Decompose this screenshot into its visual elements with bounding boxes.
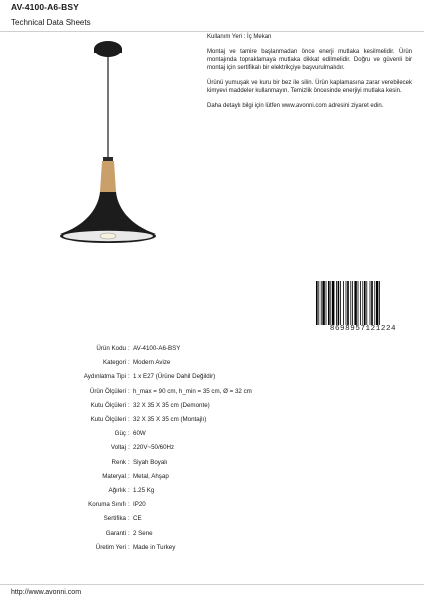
spec-value: Modern Avize: [133, 359, 171, 367]
pendant-lamp-image: [52, 40, 164, 250]
barcode-bar: [358, 281, 359, 325]
barcode-bar: [371, 281, 373, 325]
spec-row: [0, 344, 424, 354]
spec-label: Renk: [111, 458, 126, 466]
spec-row: [0, 500, 424, 510]
spec-value: IP20: [133, 501, 146, 509]
barcode-bar: [350, 281, 351, 325]
spec-value: 2 Sene: [133, 529, 153, 537]
barcode-bar: [352, 281, 353, 325]
spec-label: Ürün Kodu: [96, 345, 126, 352]
spec-label: Ağırlık: [108, 487, 126, 494]
spec-value: 32 X 35 X 35 cm (Demonte): [133, 401, 210, 409]
spec-separator: :: [128, 487, 130, 494]
spec-row: [0, 529, 424, 539]
barcode-bar: [362, 281, 363, 325]
spec-value: AV-4100-A6-BSY: [133, 345, 181, 352]
spec-row: [0, 472, 424, 482]
barcode-bar: [370, 281, 371, 325]
spec-label: Kutu Ölçüleri: [90, 401, 126, 409]
barcode-bar: [364, 281, 366, 325]
spec-separator: :: [128, 529, 130, 537]
spec-label: Aydınlatma Tipi: [83, 373, 126, 381]
header-divider: [0, 31, 424, 32]
spec-value: 1.25 Kg: [133, 487, 155, 494]
spec-label: Üretim Yeri: [95, 543, 126, 551]
usage-info-block: [207, 33, 412, 110]
website-reference: Daha detaylı bilgi için lütfen www.avonni.com adresini ziyaret edin.: [207, 103, 384, 109]
barcode-bar: [328, 281, 330, 325]
spec-row: [0, 429, 424, 439]
footer-divider: [0, 584, 424, 585]
barcode-bar: [318, 281, 319, 325]
spec-value: Made in Turkey: [133, 543, 176, 551]
spec-value: 220V~50/60Hz: [133, 444, 175, 452]
barcode-bar: [376, 281, 378, 325]
spec-separator: :: [128, 458, 130, 466]
spec-row: [0, 514, 424, 524]
spec-separator: :: [128, 359, 130, 367]
spec-label: Ürün Ölçüleri: [89, 387, 126, 395]
barcode-bar: [366, 281, 367, 325]
spec-row: [0, 387, 424, 397]
barcode-bar: [332, 281, 334, 325]
spec-row: [0, 543, 424, 553]
spec-separator: :: [128, 345, 130, 352]
barcode-bar: [360, 281, 361, 325]
spec-label: Kategori: [102, 359, 126, 367]
spec-value: 60W: [133, 430, 146, 438]
spec-value: 1 x E27 (Ürüne Dahil Değildir): [133, 373, 216, 381]
spec-row: [0, 486, 424, 496]
spec-row: [0, 372, 424, 382]
barcode-bar: [321, 281, 322, 325]
spec-row: [0, 458, 424, 468]
spec-row: [0, 401, 424, 411]
barcode-bar: [336, 281, 337, 325]
usage-location: Kullanım Yeri : İç Mekan: [207, 34, 272, 40]
product-code-title: AV-4100-A6-BSY: [11, 2, 79, 12]
spec-label: Sertifika: [103, 515, 126, 523]
spec-value: h_max = 90 cm, h_min = 35 cm, Ø = 32 cm: [133, 387, 252, 395]
spec-row: [0, 415, 424, 425]
spec-label: Kutu Ölçüleri: [90, 416, 126, 423]
document-subtitle: Technical Data Sheets: [11, 18, 91, 27]
installation-warning: Montaj ve tamire başlanmadan önce enerji mutlaka kesilmelidir. Ürün montajında topraklamaya mutlaka dikkat edilmelidir. Doğru ve güvenli bir montaj için sertifikalı bir elektrikçiye başvurulmalıdır.: [207, 49, 412, 71]
barcode-bar: [374, 281, 375, 325]
spec-separator: :: [128, 444, 130, 452]
barcode-bar: [379, 281, 380, 325]
barcode-bar: [347, 281, 349, 325]
cleaning-instructions: Ürünü yumuşak ve kuru bir bez ile silin. Ürün kaplamasına zarar verebilecek kimyevi maddeler kullanmayın. Temizlik öncesinde enerjiyi mutlaka kesin.: [207, 80, 412, 94]
spec-separator: :: [128, 401, 130, 409]
spec-separator: :: [128, 387, 130, 395]
spec-separator: :: [128, 472, 130, 480]
spec-separator: :: [128, 373, 130, 381]
spec-separator: :: [128, 430, 130, 438]
barcode-bar: [343, 281, 344, 325]
barcode-bar: [330, 281, 331, 325]
spec-value: Metal, Ahşap: [133, 472, 169, 480]
barcode-bar: [316, 281, 318, 325]
spec-separator: :: [128, 501, 130, 509]
spec-label: Voltaj: [110, 444, 126, 452]
barcode-bar: [338, 281, 340, 325]
barcode-bar: [326, 281, 327, 325]
barcode-bar: [322, 281, 324, 325]
spec-label: Güç: [114, 430, 126, 438]
spec-separator: :: [128, 416, 130, 423]
barcode-bar: [354, 281, 356, 325]
spec-separator: :: [128, 543, 130, 551]
footer-url[interactable]: http://www.avonni.com: [11, 589, 82, 596]
barcode-number: 8698957121224: [315, 325, 411, 333]
spec-row: [0, 443, 424, 453]
spec-value: Siyah Boyalı: [133, 458, 168, 466]
barcode-bar: [340, 281, 341, 325]
spec-label: Koruma Sınıfı: [88, 501, 126, 509]
spec-value: CE: [133, 515, 142, 523]
spec-label: Garanti: [105, 529, 126, 537]
spec-separator: :: [128, 515, 130, 523]
barcode-bar: [346, 281, 347, 325]
spec-value: 32 X 35 X 35 cm (Montajlı): [133, 416, 207, 423]
spec-label: Materyal: [102, 472, 126, 480]
spec-row: [0, 358, 424, 368]
